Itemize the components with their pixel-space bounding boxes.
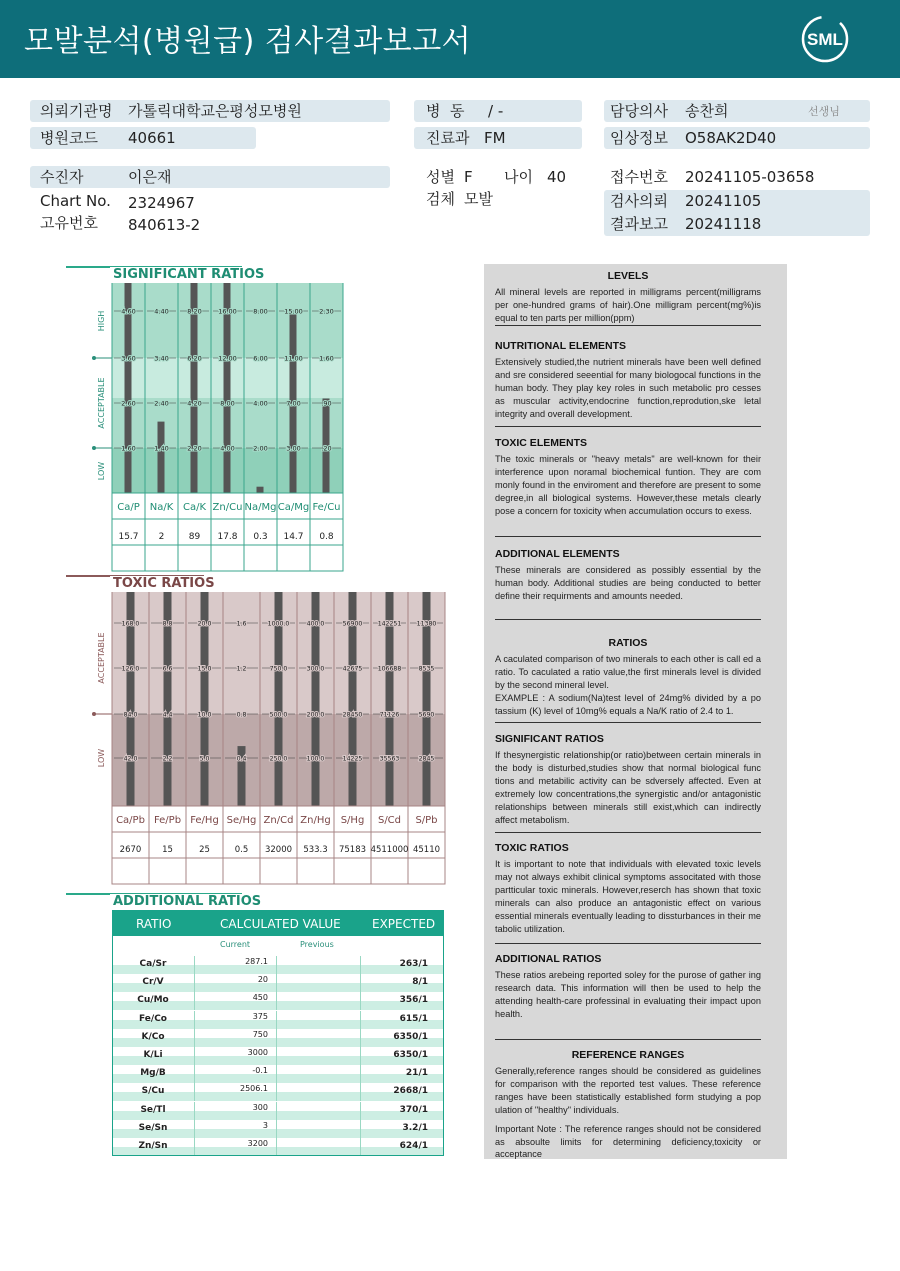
report-value: 20241118 — [685, 215, 762, 233]
ratio-name: Fe/Hg — [190, 815, 219, 826]
ratio-name: S/Hg — [340, 815, 365, 826]
column-separator — [276, 1011, 277, 1029]
significant-title: SIGNIFICANT RATIOS — [110, 267, 267, 282]
additional-current-value: 300 — [252, 1102, 268, 1112]
tick-label: 8.00 — [253, 307, 268, 316]
significant-ratios-text: If thesynergistic relationship(or ratio)between certain minerals in the body is disturbed,studies show that normal biological func tions and metabilic activity can be sdversely affected. Even at extremely low concentrations,the synergistic and/or antagonistic relationships between minerals still exist,which can indirectly affect metabolism. — [495, 750, 761, 825]
tick-label: 6.6 — [162, 665, 173, 673]
clinical-label: 임상정보 — [610, 129, 668, 147]
receipt-value: 20241105-03658 — [685, 168, 815, 186]
tick-label: 250.0 — [269, 755, 288, 763]
ward-value: / - — [488, 102, 504, 120]
sml-logo — [798, 14, 852, 64]
additional-current-value: 3 — [262, 1120, 268, 1130]
tick-label: 3.40 — [154, 354, 169, 363]
tick-label: 1.60 — [121, 444, 136, 453]
rule — [495, 832, 761, 833]
ratio-name: Ca/Pb — [116, 815, 145, 826]
toxic-title: TOXIC RATIOS — [110, 576, 218, 591]
tick-label: 84.0 — [123, 711, 138, 719]
ratio-value: 2670 — [119, 845, 142, 855]
tick-label: 2.60 — [121, 399, 136, 408]
additional-elements-text: These minerals are considered as possibly essential by the human body. Additional studies are being conducted to better define their requirments and amounts needed. — [495, 565, 761, 601]
hospital-code-value: 40661 — [128, 129, 176, 147]
ratio-value: 533.3 — [303, 845, 328, 855]
additional-current-value: 2506.1 — [240, 1084, 268, 1094]
tick-label: 1.40 — [154, 444, 169, 453]
column-separator — [276, 1138, 277, 1156]
chart-no-label: Chart No. — [40, 192, 111, 210]
ratios-text: A caculated comparison of two minerals to each other is call ed a ratio. To caculated a ratio value,the first minerals level is divided by the second mineral level. — [495, 654, 761, 690]
nutritional-text: Extensively studied,the nutrient minerals have been well defined and sre considered seeential for many biologocal functions in the human body. They play key roles in such metabolic pro cesses as muscular activity,endocrine function,reprodution,ske letal integrity and overall development. — [495, 357, 761, 419]
clinical-value: O58AK2D40 — [685, 129, 777, 147]
additional-ratio-name: Cu/Mo — [137, 995, 169, 1006]
report-label: 결과보고 — [610, 215, 668, 233]
tick-label: 4.40 — [154, 307, 169, 316]
additional-current-value: 3000 — [247, 1048, 268, 1057]
column-separator — [360, 1102, 361, 1120]
column-separator — [194, 1120, 195, 1138]
ratios-heading: RATIOS — [608, 637, 648, 649]
tick-label: 8.00 — [220, 399, 235, 408]
column-separator — [276, 1120, 277, 1138]
tick-label: 4.00 — [253, 399, 268, 408]
zone-label: ACCEPTABLE — [97, 377, 106, 429]
report-header — [0, 0, 900, 78]
additional-current-value: 20 — [257, 975, 268, 985]
additional-row — [112, 1029, 444, 1047]
column-separator — [194, 1138, 195, 1156]
tick-label: 1000.0 — [267, 620, 290, 628]
column-separator — [276, 1102, 277, 1120]
tick-label: 35563 — [379, 755, 400, 763]
additional-ratio-name: K/Li — [143, 1050, 163, 1060]
tick-label: 1.2 — [236, 665, 247, 673]
additional-row — [112, 1138, 444, 1156]
tick-label: 71126 — [379, 711, 400, 719]
additional-expected-value: 263/1 — [399, 959, 428, 969]
levels-heading: LEVELS — [607, 270, 649, 282]
additional-row — [112, 1065, 444, 1083]
column-separator — [276, 956, 277, 974]
additional-ratio-name: Ca/Sr — [139, 959, 167, 969]
additional-row — [112, 974, 444, 992]
additional-expected-value: 615/1 — [399, 1013, 428, 1024]
ratio-name: Ca/P — [117, 502, 140, 513]
tick-label: 14225 — [342, 755, 363, 763]
column-separator — [276, 992, 277, 1010]
additional-elements-heading: ADDITIONAL ELEMENTS — [495, 548, 620, 560]
column-separator — [360, 992, 361, 1010]
additional-row — [112, 1120, 444, 1138]
additional-ratio-name: S/Cu — [141, 1086, 165, 1097]
ratio-value: 32000 — [264, 845, 293, 855]
zone-label: HIGH — [97, 310, 106, 332]
tick-label: 6.20 — [187, 354, 202, 363]
specimen-value: 모발 — [464, 190, 493, 208]
rule — [495, 536, 761, 537]
tick-label: 12.00 — [218, 354, 237, 363]
ratio-value: 25 — [199, 845, 210, 855]
patient-value: 이은재 — [128, 168, 172, 186]
tick-label: 28450 — [342, 711, 363, 719]
zone-label: LOW — [97, 748, 106, 768]
ratio-value: 2 — [158, 532, 165, 542]
column-separator — [276, 974, 277, 992]
tick-label: 11.00 — [284, 354, 303, 363]
head-expected: EXPECTED — [372, 917, 436, 931]
column-separator — [360, 1047, 361, 1065]
ratio-value: 15 — [162, 845, 173, 855]
additional-ratio-name: Se/Sn — [138, 1122, 168, 1133]
tick-label: 300.0 — [306, 665, 325, 673]
request-value: 20241105 — [685, 192, 762, 210]
ratio-name: Zn/Hg — [300, 815, 331, 826]
ratio-value: 15.7 — [118, 532, 139, 542]
tick-label: 2.20 — [187, 444, 202, 453]
sex-label: 성별 — [426, 168, 455, 186]
additional-row — [112, 1083, 444, 1101]
head-calculated: CALCULATED VALUE — [220, 917, 341, 931]
chart-no-value: 2324967 — [128, 194, 195, 212]
tick-label: 8.20 — [187, 307, 202, 316]
tick-label: 8.8 — [162, 620, 173, 628]
column-separator — [194, 1047, 195, 1065]
ratio-name: Ca/K — [182, 502, 207, 513]
ratio-value: 0.3 — [253, 532, 268, 542]
tick-label: 42.0 — [123, 755, 138, 763]
additional-row — [112, 1102, 444, 1120]
ratio-name: Na/Mg — [244, 502, 277, 513]
ratios-example: EXAMPLE : A sodium(Na)test level of 24mg% divided by a po tassium (K) level of 10mg% equals a Na/K ratio of 2.4 to 1. — [495, 692, 761, 716]
tick-label: 8535 — [418, 665, 435, 673]
unique-value: 840613-2 — [128, 216, 201, 234]
tick-label: 5690 — [418, 711, 435, 719]
levels-text: All mineral levels are reported in milligrams percent(milligrams per one-hundred grams of hair).One milligram percent(mg%)is equal to ten parts per million(ppm) — [495, 287, 761, 323]
tick-label: 42675 — [342, 665, 363, 673]
tick-label: 1.6 — [236, 620, 247, 628]
tick-label: 168.0 — [121, 620, 140, 628]
additional-elements-section — [495, 548, 761, 603]
tick-label: 200.0 — [306, 711, 325, 719]
column-separator — [194, 1083, 195, 1101]
tick-label: 0.8 — [236, 711, 247, 719]
svg-text:SML: SML — [807, 30, 843, 49]
tick-label: 5.0 — [199, 755, 210, 763]
ratio-name: Zn/Cd — [263, 815, 294, 826]
additional-current-value: 375 — [252, 1011, 268, 1021]
additional-ratios-text: These ratios arebeing reported soley for the purose of gather ing research data. This information will then be used to help the attending health-care professinal in evaluating their impact upon health. — [495, 970, 761, 1019]
department-value: FM — [484, 129, 506, 147]
head-ratio: RATIO — [136, 917, 172, 931]
additional-expected-value: 624/1 — [399, 1141, 428, 1151]
tick-label: 4.00 — [220, 444, 235, 453]
ratio-value: 0.8 — [319, 532, 334, 542]
levels-section — [495, 270, 761, 325]
column-separator — [276, 1029, 277, 1047]
doctor-label: 담당의사 — [610, 102, 668, 120]
toxic-ratios-section — [495, 842, 761, 935]
rule — [495, 943, 761, 944]
additional-ratios-section — [495, 953, 761, 1021]
reference-heading: REFERENCE RANGES — [571, 1049, 685, 1061]
additional-expected-value: 6350/1 — [393, 1031, 428, 1042]
additional-table-header — [112, 910, 444, 936]
nutritional-heading: NUTRITIONAL ELEMENTS — [495, 340, 627, 352]
ratio-value: 45110 — [412, 845, 441, 855]
additional-ratio-name: Zn/Sn — [138, 1141, 168, 1151]
column-separator — [360, 1138, 361, 1156]
additional-title: ADDITIONAL RATIOS — [110, 894, 264, 909]
ratio-value: 0.5 — [234, 845, 249, 855]
sub-previous: Previous — [300, 940, 334, 949]
tick-label: 142251 — [377, 620, 402, 628]
sub-current: Current — [220, 940, 251, 949]
rule — [495, 1039, 761, 1040]
column-separator — [360, 1065, 361, 1083]
column-separator — [360, 1083, 361, 1101]
additional-expected-value: 3.2/1 — [402, 1122, 428, 1133]
column-separator — [360, 974, 361, 992]
additional-expected-value: 21/1 — [405, 1068, 428, 1079]
doctor-value: 송찬희 — [685, 102, 729, 120]
additional-expected-value: 2668/1 — [393, 1086, 428, 1097]
tick-label: 0.4 — [236, 755, 247, 763]
significant-chart — [80, 283, 350, 573]
zone-label: LOW — [97, 461, 106, 481]
additional-current-value: 450 — [252, 993, 268, 1003]
column-separator — [360, 1120, 361, 1138]
ward-label: 병 동 — [426, 102, 465, 120]
additional-expected-value: 356/1 — [399, 995, 428, 1006]
tick-label: 11380 — [416, 620, 437, 628]
additional-current-value: 287.1 — [245, 957, 268, 966]
additional-ratio-name: Cr/V — [142, 977, 164, 988]
tick-label: 20.0 — [197, 620, 212, 628]
rule — [495, 426, 761, 427]
additional-ratio-name: Se/Tl — [140, 1104, 166, 1115]
ratio-value: 14.7 — [283, 532, 304, 542]
ratio-name: S/Pb — [415, 815, 438, 826]
additional-current-value: 750 — [252, 1029, 268, 1039]
tick-label: 2.2 — [162, 755, 173, 763]
specimen-label: 검체 — [426, 190, 455, 208]
additional-expected-value: 8/1 — [412, 977, 428, 988]
doctor-suffix: 선생님 — [808, 105, 840, 118]
column-separator — [194, 1011, 195, 1029]
patient-box — [30, 166, 390, 188]
significant-ratios-section — [495, 733, 761, 826]
column-separator — [194, 992, 195, 1010]
patient-label: 수진자 — [40, 168, 84, 186]
tick-label: 2.30 — [319, 307, 334, 316]
receipt-label: 접수번호 — [610, 168, 668, 186]
ratio-name: S/Cd — [377, 815, 402, 826]
age-label: 나이 — [504, 168, 533, 186]
ratio-name: Fe/Pb — [153, 815, 182, 826]
column-separator — [194, 1065, 195, 1083]
tick-label: 10.0 — [197, 711, 212, 719]
toxic-elements-text: The toxic minerals or "heavy metals" are well-known for their interference upon noramal biochemical funtion. They are com monly found in the enviroment and therefore are present to some degree,in all biological systems. However,these metals clearly pose a concern for toxicity when accumulation occurs to exess. — [495, 454, 761, 516]
column-separator — [360, 956, 361, 974]
additional-row — [112, 956, 444, 974]
nutritional-section — [495, 340, 761, 421]
tick-label: 750.0 — [269, 665, 288, 673]
unique-label: 고유번호 — [40, 214, 98, 232]
ratio-value: 17.8 — [217, 532, 238, 542]
tick-label: 100.0 — [306, 755, 325, 763]
tick-label: 6.00 — [253, 354, 268, 363]
column-separator — [276, 1083, 277, 1101]
reference-note: Important Note : The reference ranges should not be considered as absoulte limits for determining deficiency,toxicity or acceptance — [495, 1123, 761, 1160]
additional-ratios-heading: ADDITIONAL RATIOS — [495, 953, 602, 965]
ratio-name: Ca/Mg — [277, 502, 310, 513]
rule — [495, 325, 761, 326]
ratios-section — [495, 637, 761, 718]
tick-label: 4.4 — [162, 711, 173, 719]
tick-label: 4.20 — [187, 399, 202, 408]
age-value: 40 — [547, 168, 567, 186]
ratio-value: 4511000 — [370, 845, 409, 855]
tick-label: 2.40 — [154, 399, 169, 408]
tick-label: 106688 — [377, 665, 402, 673]
tick-label: 2.00 — [253, 444, 268, 453]
explanation-panel — [484, 264, 787, 1159]
additional-current-value: -0.1 — [252, 1066, 268, 1076]
rule — [495, 619, 761, 620]
column-separator — [194, 1102, 195, 1120]
column-separator — [360, 1029, 361, 1047]
toxic-elements-heading: TOXIC ELEMENTS — [495, 437, 587, 449]
toxic-ratios-heading: TOXIC RATIOS — [495, 842, 569, 854]
tick-label: 2845 — [418, 755, 435, 763]
tick-label: 1.60 — [319, 354, 334, 363]
rule — [495, 722, 761, 723]
column-separator — [194, 1029, 195, 1047]
department-label: 진료과 — [426, 129, 470, 147]
column-separator — [276, 1047, 277, 1065]
additional-current-value: 3200 — [247, 1139, 268, 1148]
toxic-ratios-text: It is important to note that individuals with elevated toxic levels may not always exhibit clinical symptoms associtated with those partticular toxic minerals. However,reserch has shown that toxic minerals can also produce an antagonistic effect on various essential minerals eventually leading to dissturbances in their me tabolic utilization. — [495, 859, 761, 934]
tick-label: 3.00 — [286, 444, 301, 453]
request-label: 검사의뢰 — [610, 192, 668, 210]
additional-expected-value: 6350/1 — [393, 1050, 428, 1060]
additional-expected-value: 370/1 — [399, 1104, 428, 1115]
ratio-name: Fe/Cu — [312, 502, 341, 513]
ratio-bar — [257, 487, 264, 493]
ratio-value: 75183 — [338, 845, 367, 855]
column-separator — [360, 1011, 361, 1029]
significant-ratios-heading: SIGNIFICANT RATIOS — [495, 733, 604, 745]
tick-label: 3.60 — [121, 354, 136, 363]
zone-label: ACCEPTABLE — [97, 632, 106, 684]
tick-label: 500.0 — [269, 711, 288, 719]
toxic-chart — [80, 592, 450, 886]
tick-label: 4.60 — [121, 307, 136, 316]
ratio-name: Na/K — [149, 502, 174, 513]
tick-label: .90 — [321, 399, 332, 408]
report-title: 모발분석(병원급) 검사결과보고서 — [24, 24, 472, 59]
column-separator — [194, 956, 195, 974]
ratio-bar — [158, 422, 165, 493]
additional-row — [112, 992, 444, 1010]
institution-value: 가톨릭대학교은평성모병원 — [128, 102, 302, 120]
ratio-name: Zn/Cu — [212, 502, 243, 513]
additional-row — [112, 1047, 444, 1065]
sex-value: F — [464, 168, 473, 186]
reference-text: Generally,reference ranges should be considered as guidelines for comparison with the reported test values. These reference ranges have been statistically established form studying a pop ulation of "healthy" individuals. — [495, 1066, 761, 1115]
ratio-value: 89 — [188, 532, 201, 542]
toxic-elements-section — [495, 437, 761, 518]
hospital-code-label: 병원코드 — [40, 129, 98, 147]
tick-label: 126.0 — [121, 665, 140, 673]
additional-ratio-name: K/Co — [141, 1031, 165, 1042]
additional-ratio-name: Fe/Co — [139, 1013, 167, 1024]
tick-label: 15.0 — [197, 665, 212, 673]
tick-label: .20 — [321, 444, 332, 453]
tick-label: 16.00 — [218, 307, 237, 316]
tick-label: 400.0 — [306, 620, 325, 628]
additional-ratio-name: Mg/B — [140, 1068, 166, 1079]
institution-label: 의뢰기관명 — [40, 102, 113, 120]
ratio-name: Se/Hg — [226, 815, 257, 826]
column-separator — [194, 974, 195, 992]
additional-row — [112, 1011, 444, 1029]
tick-label: 56900 — [342, 620, 363, 628]
reference-section — [495, 1049, 761, 1161]
tick-label: 7.00 — [286, 399, 301, 408]
column-separator — [276, 1065, 277, 1083]
tick-label: 15.00 — [284, 307, 303, 316]
